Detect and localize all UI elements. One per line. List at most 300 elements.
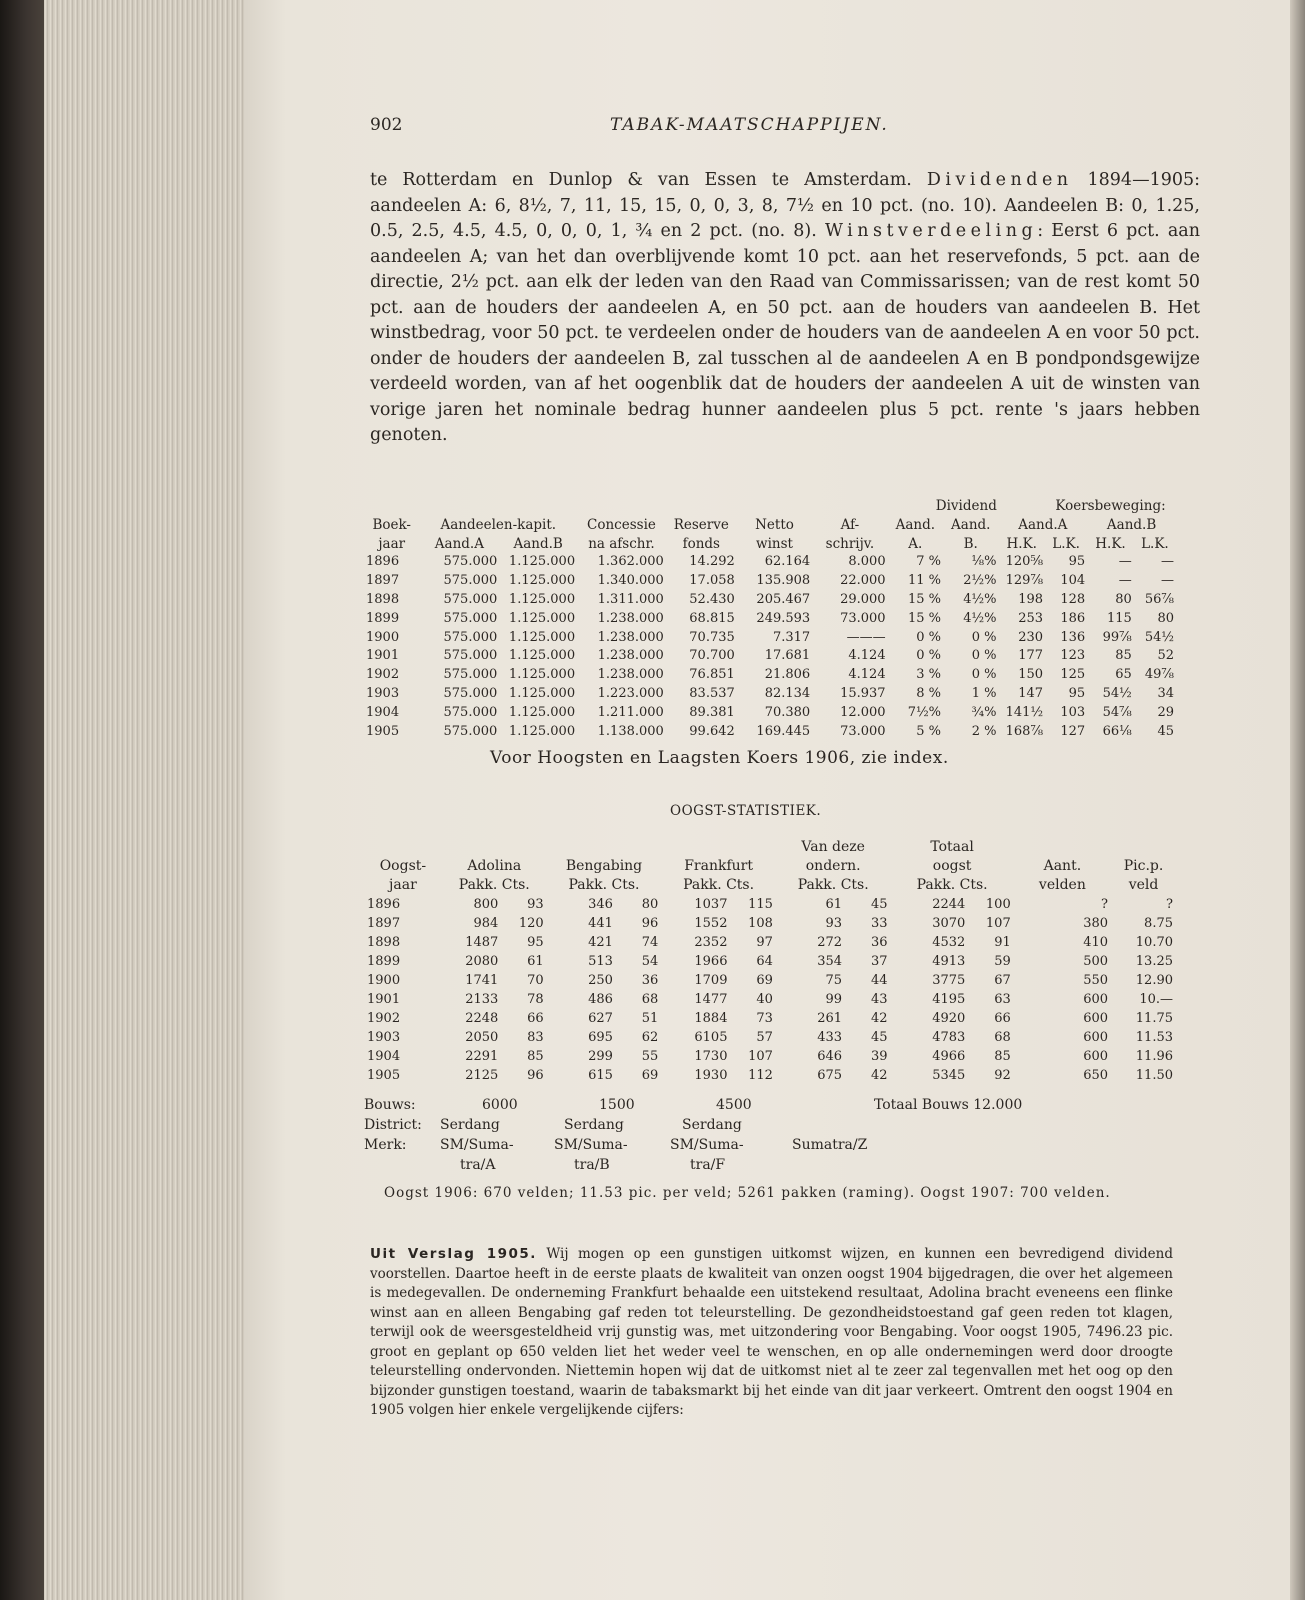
fin-table-row bbox=[364, 591, 1176, 610]
crop-table-cell: 380 bbox=[1083, 916, 1109, 931]
crop-table-cell: 69 bbox=[641, 1068, 659, 1083]
fin-table-cell: 1901 bbox=[366, 648, 400, 664]
crop-table-cell: 1884 bbox=[694, 1011, 728, 1026]
crop-table-cell: 95 bbox=[527, 935, 544, 950]
fin-head-dividend: Dividend bbox=[935, 498, 997, 514]
fin-table-cell: 1903 bbox=[366, 685, 400, 701]
fin-table-cell: 4½% bbox=[963, 591, 997, 607]
crop-table-cell: 486 bbox=[588, 992, 613, 1007]
fin-table-cell: 99.642 bbox=[689, 723, 735, 739]
crop-table-row bbox=[364, 971, 1176, 990]
fin-table-row bbox=[364, 723, 1176, 742]
crop-table-cell: 4913 bbox=[932, 954, 966, 969]
fin-h3-5: winst bbox=[756, 535, 793, 552]
crop-header-row-3 bbox=[364, 876, 1176, 895]
crop-table-cell: 600 bbox=[1083, 1030, 1109, 1045]
crop-table-cell: 59 bbox=[994, 954, 1011, 969]
crop-table-row bbox=[364, 952, 1176, 971]
crop-table-cell: 64 bbox=[756, 954, 773, 969]
district-adolina: Serdang bbox=[440, 1117, 500, 1133]
crop-table-cell: 2133 bbox=[465, 992, 499, 1007]
fin-table-cell: 66⅛ bbox=[1102, 723, 1132, 739]
fin-table-row bbox=[364, 572, 1176, 591]
fin-table-cell: 17.681 bbox=[764, 648, 811, 664]
fin-header-row-2 bbox=[364, 516, 1176, 535]
district-label: District: bbox=[364, 1117, 422, 1133]
crop-table-cell: 615 bbox=[588, 1068, 613, 1083]
crop-table-cell: 2125 bbox=[465, 1068, 499, 1083]
crop-table-cell: 40 bbox=[756, 992, 773, 1007]
crop-table-cell: 13.25 bbox=[1135, 954, 1173, 969]
crop-table-cell: 120 bbox=[518, 916, 544, 931]
fin-h3-10: L.K. bbox=[1052, 535, 1080, 552]
merk-bengabing-2: tra/B bbox=[574, 1157, 610, 1173]
fin-table-cell: 205.467 bbox=[756, 591, 811, 607]
fin-table-cell: 1.238.000 bbox=[597, 629, 664, 645]
crop-table-cell: 1709 bbox=[694, 973, 728, 988]
crop-table-cell: 1902 bbox=[367, 1011, 401, 1026]
fin-h2-7: Aand. bbox=[895, 516, 936, 533]
fin-table-cell: 54½ bbox=[1102, 685, 1132, 701]
crop-table-cell: 63 bbox=[994, 992, 1011, 1007]
oogst-note: Oogst 1906: 670 velden; 11.53 pic. per veld; 5261 pakken (raming). Oogst 1907: 700 velden. bbox=[384, 1185, 1111, 1201]
fin-table-cell: 80 bbox=[1157, 610, 1174, 626]
fin-table-cell: — bbox=[1118, 554, 1132, 570]
crop-table-cell: 421 bbox=[588, 935, 613, 950]
crop-table-cell: 1966 bbox=[694, 954, 728, 969]
district-bengabing: Serdang bbox=[564, 1117, 624, 1133]
crop-h3-6: velden bbox=[1038, 877, 1086, 893]
fin-table-cell: 7.317 bbox=[772, 629, 811, 645]
crop-table-cell: 4195 bbox=[932, 992, 966, 1007]
crop-table-cell: 1904 bbox=[367, 1049, 401, 1064]
bouws-adolina: 6000 bbox=[482, 1097, 518, 1113]
page-edges bbox=[44, 0, 244, 1600]
crop-h1-totaal: Totaal bbox=[930, 839, 974, 855]
crop-body bbox=[364, 895, 1176, 1085]
fin-table-cell: 89.381 bbox=[689, 704, 735, 720]
fin-table-cell: 1.125.000 bbox=[508, 573, 576, 589]
crop-h1-vandeze: Van deze bbox=[801, 839, 865, 855]
crop-table-cell: 8.75 bbox=[1144, 916, 1173, 931]
fin-table-cell: 575.000 bbox=[443, 685, 498, 701]
fin-h3-11: H.K. bbox=[1095, 535, 1126, 552]
fin-table-cell: 49⅞ bbox=[1144, 667, 1174, 683]
crop-table-cell: 67 bbox=[994, 973, 1011, 988]
fin-table-cell: 575.000 bbox=[443, 704, 498, 720]
crop-table-cell: 675 bbox=[817, 1068, 843, 1083]
fin-h2-6: Af- bbox=[840, 516, 860, 533]
running-title: TABAK-MAATSCHAPPIJEN. bbox=[610, 115, 889, 135]
para-text-1: te Rotterdam en Dunlop & van Essen te Amsterdam. bbox=[370, 170, 927, 190]
crop-table-cell: 346 bbox=[588, 897, 613, 912]
crop-table-cell: 51 bbox=[641, 1011, 659, 1026]
fin-table-cell: 73.000 bbox=[840, 610, 886, 626]
crop-table-cell: 695 bbox=[588, 1030, 613, 1045]
crop-table-cell: 600 bbox=[1083, 992, 1109, 1007]
fin-table-cell: 80 bbox=[1115, 591, 1132, 607]
fin-table-cell: 104 bbox=[1060, 573, 1086, 589]
crop-table-row bbox=[364, 914, 1176, 933]
fin-table-cell: 115 bbox=[1106, 610, 1132, 626]
crop-table-cell: 4532 bbox=[932, 935, 966, 950]
fin-table-cell: 123 bbox=[1060, 648, 1086, 664]
fin-table-cell: 7 % bbox=[916, 554, 942, 570]
crop-table-cell: 410 bbox=[1083, 935, 1109, 950]
crop-table-cell: 500 bbox=[1083, 954, 1109, 969]
fin-table-cell: 3 % bbox=[916, 667, 942, 683]
bouws-label: Bouws: bbox=[364, 1097, 416, 1113]
fin-table-cell: 125 bbox=[1060, 667, 1086, 683]
crop-table-cell: 11.75 bbox=[1135, 1011, 1173, 1026]
crop-table-cell: 43 bbox=[870, 992, 888, 1007]
crop-table-cell: 600 bbox=[1083, 1011, 1109, 1026]
fin-table-cell: 120⅝ bbox=[1005, 554, 1044, 570]
crop-table-cell: 33 bbox=[870, 916, 888, 931]
fin-table-cell: 2 % bbox=[971, 723, 997, 739]
crop-table-cell: 1730 bbox=[694, 1049, 728, 1064]
crop-table-cell: 80 bbox=[641, 897, 659, 912]
fin-table-cell: 95 bbox=[1068, 554, 1086, 570]
fin-table-cell: 4.124 bbox=[848, 667, 886, 683]
fin-table-cell: 1.362.000 bbox=[597, 554, 664, 570]
crop-table-cell: 11.96 bbox=[1135, 1049, 1173, 1064]
fin-h3-3: na afschr. bbox=[588, 535, 655, 552]
fin-h3-6: schrijv. bbox=[825, 535, 875, 552]
fin-table-cell: 12.000 bbox=[840, 704, 886, 720]
crop-table-cell: 1741 bbox=[465, 973, 499, 988]
fin-table-cell: 82.134 bbox=[764, 685, 811, 701]
crop-table-cell: 66 bbox=[994, 1011, 1011, 1026]
crop-table-cell: 36 bbox=[641, 973, 659, 988]
crop-table-cell: 42 bbox=[870, 1068, 888, 1083]
crop-table-cell: 4783 bbox=[932, 1030, 966, 1045]
crop-table-cell: 550 bbox=[1083, 973, 1109, 988]
crop-table-cell: 97 bbox=[756, 935, 773, 950]
fin-table-cell: 34 bbox=[1157, 685, 1174, 701]
fin-h2-5: Netto bbox=[755, 516, 794, 533]
fin-table-cell: 150 bbox=[1018, 667, 1044, 683]
bouws-totaal: Totaal Bouws 12.000 bbox=[874, 1097, 1023, 1113]
fin-table-cell: 83.537 bbox=[689, 685, 735, 701]
fin-table-cell: 136 bbox=[1060, 629, 1086, 645]
crop-table-cell: 261 bbox=[817, 1011, 843, 1026]
crop-table-cell: 1901 bbox=[367, 992, 401, 1007]
crop-table-row bbox=[364, 1009, 1176, 1028]
fin-table-cell: 0 % bbox=[971, 648, 997, 664]
fin-table-cell: 0 % bbox=[916, 629, 942, 645]
crop-footer bbox=[364, 1095, 1194, 1175]
fin-table-cell: 1.125.000 bbox=[508, 723, 576, 739]
merk-row-2 bbox=[364, 1155, 1194, 1175]
fin-table-cell: 22.000 bbox=[840, 573, 886, 589]
fin-table-cell: 1897 bbox=[366, 573, 400, 589]
crop-table-cell: 627 bbox=[588, 1011, 613, 1026]
crop-table-cell: 85 bbox=[994, 1049, 1011, 1064]
fin-table-cell: 85 bbox=[1115, 648, 1132, 664]
fin-table-cell: 249.593 bbox=[756, 610, 811, 626]
fin-table-cell: 8 % bbox=[916, 685, 942, 701]
crop-table bbox=[364, 838, 1176, 1085]
fin-table-cell: — bbox=[1118, 573, 1132, 589]
crop-table-cell: 650 bbox=[1083, 1068, 1109, 1083]
fin-table-cell: 4.124 bbox=[848, 648, 886, 664]
crop-table-cell: ? bbox=[1101, 897, 1109, 912]
fin-table-cell: 1.340.000 bbox=[597, 573, 664, 589]
fin-table-cell: 4½% bbox=[963, 610, 997, 626]
fin-table-cell: 70.380 bbox=[764, 704, 811, 720]
fin-table-cell: 128 bbox=[1060, 591, 1086, 607]
crop-header-row-1 bbox=[364, 838, 1176, 857]
fin-table-cell: 1.125.000 bbox=[508, 554, 576, 570]
crop-table-cell: 800 bbox=[473, 897, 499, 912]
fin-table-cell: 141½ bbox=[1005, 704, 1044, 720]
fin-table-cell: 575.000 bbox=[443, 573, 498, 589]
fin-table-cell: 21.806 bbox=[764, 667, 811, 683]
merk-label: Merk: bbox=[364, 1137, 407, 1153]
fin-table-cell: 11 % bbox=[908, 573, 942, 589]
crop-table-cell: 441 bbox=[588, 916, 613, 931]
fin-table-cell: 54⅞ bbox=[1102, 704, 1132, 720]
crop-table-cell: 354 bbox=[817, 954, 843, 969]
fin-h2-9: Aand.A bbox=[1018, 516, 1068, 533]
crop-table-cell: 96 bbox=[527, 1068, 544, 1083]
crop-table-cell: 42 bbox=[870, 1011, 888, 1026]
crop-table-cell: 45 bbox=[870, 1030, 888, 1045]
crop-table-cell: 66 bbox=[527, 1011, 544, 1026]
fin-table-cell: 95 bbox=[1068, 685, 1086, 701]
fin-h3-1: Aand.A bbox=[434, 535, 484, 552]
fin-table-cell: 14.292 bbox=[689, 554, 735, 570]
crop-h2-5: oogst bbox=[932, 858, 972, 874]
crop-table-cell: 100 bbox=[985, 897, 1011, 912]
para-text-3: : Eerst 6 pct. aan aandeelen A; van het dan overblijvende komt 10 pct. aan het reservefonds, 5 pct. aan de directie, 2½ pct. aan elk der leden van den Raad van Commissarissen; van de rest komt 50 pct. aan de houders der aandeelen A, en 50 pct. aan de houders van aandeelen B. Het winstbedrag, voor 50 pct. te verdeelen onder de houders van de aandeelen A en voor 50 pct. onder de houders der aandeelen B, zal tusschen al de aandeelen A en B pondpondsgewijze verdeeld worden, van af het oogenblik dat de houders der aandeelen A uit de winsten van vorige jaren het nominale bedrag hunner aandeelen plus 5 pct. rente 's jaars hebben genoten. bbox=[370, 221, 1201, 445]
fin-table-cell: ¾% bbox=[971, 704, 997, 720]
fin-table-row bbox=[364, 685, 1176, 704]
merk-row bbox=[364, 1135, 1194, 1155]
crop-h3-4: Pakk. Cts. bbox=[797, 877, 869, 893]
verslag-paragraph bbox=[370, 1245, 1173, 1421]
crop-h3-0: jaar bbox=[389, 877, 417, 893]
winstverdeeling-label: Winstverdeeling bbox=[824, 221, 1038, 241]
book-spine bbox=[0, 0, 44, 1600]
crop-table-cell: 1903 bbox=[367, 1030, 401, 1045]
page-right-edge bbox=[1290, 0, 1305, 1600]
crop-table-cell: 37 bbox=[870, 954, 888, 969]
crop-h3-5: Pakk. Cts. bbox=[916, 877, 988, 893]
fin-table-cell: 1904 bbox=[366, 704, 400, 720]
fin-h3-2: Aand.B bbox=[513, 535, 563, 552]
fin-table-row bbox=[364, 610, 1176, 629]
fin-table-cell: 1.238.000 bbox=[597, 648, 664, 664]
crop-table-cell: 39 bbox=[870, 1049, 888, 1064]
merk-adolina: SM/Suma- bbox=[440, 1137, 514, 1153]
page-header bbox=[370, 115, 1200, 145]
crop-table-cell: 2080 bbox=[465, 954, 499, 969]
crop-table-cell: 11.53 bbox=[1135, 1030, 1173, 1045]
dividenden-label: Dividenden bbox=[926, 170, 1073, 190]
fin-table-cell: ——— bbox=[846, 629, 886, 645]
crop-table-row bbox=[364, 933, 1176, 952]
crop-table-cell: 1487 bbox=[465, 935, 499, 950]
fin-table-cell: 575.000 bbox=[443, 648, 498, 664]
fin-table-cell: 575.000 bbox=[443, 591, 498, 607]
crop-table-cell: 2050 bbox=[465, 1030, 499, 1045]
crop-table-cell: 61 bbox=[527, 954, 544, 969]
fin-table-cell: 76.851 bbox=[689, 667, 735, 683]
fin-table-row bbox=[364, 629, 1176, 648]
crop-table-cell: 1898 bbox=[367, 935, 401, 950]
fin-table-cell: 575.000 bbox=[443, 554, 498, 570]
merk-frankfurt-2: tra/F bbox=[690, 1157, 726, 1173]
crop-table-cell: 44 bbox=[870, 973, 888, 988]
fin-table-cell: 70.700 bbox=[689, 648, 735, 664]
crop-table-cell: 2244 bbox=[932, 897, 966, 912]
crop-table-row bbox=[364, 1047, 1176, 1066]
fin-table-cell: 1.238.000 bbox=[597, 667, 664, 683]
fin-table-cell: 29 bbox=[1157, 704, 1174, 720]
fin-table-cell: 0 % bbox=[971, 629, 997, 645]
crop-table-cell: 96 bbox=[641, 916, 659, 931]
fin-header-row-1 bbox=[364, 497, 1176, 516]
fin-table-cell: 2½% bbox=[963, 573, 997, 589]
fin-table-cell: 45 bbox=[1157, 723, 1174, 739]
intro-paragraph bbox=[370, 168, 1200, 449]
fin-table-cell: — bbox=[1161, 573, 1174, 589]
crop-header-row-2 bbox=[364, 857, 1176, 876]
fin-table-cell: 0 % bbox=[971, 667, 997, 683]
fin-table-cell: 1902 bbox=[366, 667, 400, 683]
crop-h2-7: Pic.p. bbox=[1123, 858, 1164, 874]
oogst-title: OOGST-STATISTIEK. bbox=[670, 803, 822, 819]
crop-table-cell: 2291 bbox=[465, 1049, 499, 1064]
crop-table-cell: 3775 bbox=[932, 973, 966, 988]
crop-table-cell: 93 bbox=[825, 916, 843, 931]
fin-table-cell: 575.000 bbox=[443, 610, 498, 626]
fin-h2-4: Reserve bbox=[673, 516, 729, 533]
crop-h2-6: Aant. bbox=[1043, 858, 1082, 874]
fin-table-cell: 177 bbox=[1018, 648, 1044, 664]
fin-h2-1: Aandeelen-kapit. bbox=[440, 516, 557, 533]
fin-table-cell: 5 % bbox=[916, 723, 942, 739]
crop-table-cell: 92 bbox=[994, 1068, 1011, 1083]
fin-h3-0: jaar bbox=[378, 535, 406, 552]
fin-table-cell: 70.735 bbox=[689, 629, 735, 645]
crop-table-cell: 75 bbox=[825, 973, 843, 988]
fin-table-cell: 186 bbox=[1060, 610, 1086, 626]
crop-table-cell: 61 bbox=[825, 897, 843, 912]
crop-table-cell: 1037 bbox=[694, 897, 728, 912]
fin-table-cell: — bbox=[1161, 554, 1174, 570]
crop-table-cell: ? bbox=[1166, 897, 1173, 912]
fin-table-cell: 103 bbox=[1060, 704, 1086, 720]
crop-h2-3: Frankfurt bbox=[684, 858, 753, 874]
crop-table-cell: 4966 bbox=[932, 1049, 966, 1064]
fin-h2-3: Concessie bbox=[587, 516, 656, 533]
crop-table-cell: 78 bbox=[527, 992, 544, 1007]
fin-table-cell: 8.000 bbox=[848, 554, 886, 570]
fin-table-cell: ⅛% bbox=[971, 554, 997, 570]
fin-table-cell: 52 bbox=[1157, 648, 1174, 664]
fin-table-cell: 1.125.000 bbox=[508, 629, 576, 645]
crop-table-cell: 108 bbox=[748, 916, 773, 931]
crop-table-cell: 6105 bbox=[694, 1030, 728, 1045]
crop-table-cell: 299 bbox=[588, 1049, 613, 1064]
crop-table-cell: 70 bbox=[527, 973, 544, 988]
crop-table-cell: 646 bbox=[817, 1049, 843, 1064]
crop-h2-1: Adolina bbox=[467, 858, 522, 874]
crop-table-cell: 272 bbox=[817, 935, 843, 950]
fin-table-cell: 127 bbox=[1060, 723, 1086, 739]
crop-table-cell: 4920 bbox=[932, 1011, 966, 1026]
fin-table-cell: 1.125.000 bbox=[508, 704, 576, 720]
crop-table-cell: 250 bbox=[588, 973, 613, 988]
verslag-text: Wij mogen op een gunstigen uitkomst wijzen, en kunnen een bevredigend dividend voorstellen. Daartoe heeft in de eerste plaats de kwaliteit van onzen oogst 1904 bijgedragen, die over het algemeen is medegevallen. De onderneming Frankfurt behaalde een uitstekend resultaat, Adolina bracht eveneens een flinke winst aan en alleen Bengabing gaf reden tot teleurstelling. De gezondheidstoestand gaf geen reden tot klagen, terwijl ook de weersgesteldheid vrij gunstig was, met uitzondering voor Bengabing. Voor oogst 1905, 7496.23 pic. groot en geplant op 650 velden liet het weder veel te wenschen, en op alle ondernemingen werd door droogte teleurstelling ondervonden. Niettemin hopen wij dat de uitkomst niet al te zeer zal tegenvallen met het oog op den bijzonder gunstigen toestand, waarin de tabaksmarkt bij het einde van dit jaar verkeert. Omtrent den oogst 1904 en 1905 volgen hier enkele vergelijkende cijfers: bbox=[370, 1246, 1173, 1418]
fin-table-cell: 73.000 bbox=[840, 723, 886, 739]
crop-table-cell: 1552 bbox=[694, 916, 728, 931]
fin-table-cell: 1.125.000 bbox=[508, 667, 576, 683]
crop-table-cell: 73 bbox=[756, 1011, 773, 1026]
fin-table-cell: 1.238.000 bbox=[597, 610, 664, 626]
fin-table-cell: 253 bbox=[1018, 610, 1044, 626]
crop-h3-2: Pakk. Cts. bbox=[568, 877, 640, 893]
crop-table-row bbox=[364, 895, 1176, 914]
crop-table-row bbox=[364, 990, 1176, 1009]
financial-table bbox=[364, 497, 1176, 741]
crop-h3-1: Pakk. Cts. bbox=[458, 877, 530, 893]
fin-table-cell: 1.223.000 bbox=[597, 685, 664, 701]
fin-table-cell: 168⅞ bbox=[1005, 723, 1044, 739]
crop-table-cell: 600 bbox=[1083, 1049, 1109, 1064]
fin-table-cell: 15.937 bbox=[840, 685, 886, 701]
fin-table-cell: 1898 bbox=[366, 591, 400, 607]
crop-h2-0: Oogst- bbox=[379, 858, 427, 874]
fin-table-cell: 1.125.000 bbox=[508, 648, 576, 664]
crop-table-cell: 1477 bbox=[694, 992, 728, 1007]
fin-table-cell: 15 % bbox=[908, 610, 942, 626]
fin-table-cell: 1.125.000 bbox=[508, 591, 576, 607]
fin-table-cell: 1.125.000 bbox=[508, 610, 576, 626]
crop-table-cell: 115 bbox=[748, 897, 773, 912]
fin-table-cell: 17.058 bbox=[689, 573, 735, 589]
fin-table-row bbox=[364, 647, 1176, 666]
fin-h2-8: Aand. bbox=[951, 516, 991, 533]
crop-table-cell: 83 bbox=[527, 1030, 544, 1045]
district-row bbox=[364, 1115, 1194, 1135]
crop-table-cell: 513 bbox=[588, 954, 613, 969]
fin-table-cell: 29.000 bbox=[840, 591, 886, 607]
crop-table-cell: 11.50 bbox=[1135, 1068, 1173, 1083]
crop-table-cell: 433 bbox=[817, 1030, 843, 1045]
crop-table-row bbox=[364, 1066, 1176, 1085]
fin-table-row bbox=[364, 666, 1176, 685]
crop-table-cell: 2248 bbox=[465, 1011, 499, 1026]
crop-table-row bbox=[364, 1028, 1176, 1047]
fin-table-cell: 99⅞ bbox=[1102, 629, 1132, 645]
crop-table-cell: 91 bbox=[994, 935, 1011, 950]
crop-table-cell: 1897 bbox=[367, 916, 401, 931]
crop-table-cell: 107 bbox=[985, 916, 1011, 931]
fin-table-cell: 230 bbox=[1018, 629, 1044, 645]
crop-table-cell: 3070 bbox=[932, 916, 966, 931]
fin-table-cell: 65 bbox=[1115, 667, 1132, 683]
fin-table-cell: 54½ bbox=[1144, 629, 1174, 645]
crop-table-cell: 74 bbox=[641, 935, 659, 950]
fin-table-cell: 1900 bbox=[366, 629, 400, 645]
fin-table-cell: 1.211.000 bbox=[597, 704, 664, 720]
crop-table-cell: 68 bbox=[641, 992, 659, 1007]
fin-table-cell: 15 % bbox=[908, 591, 942, 607]
